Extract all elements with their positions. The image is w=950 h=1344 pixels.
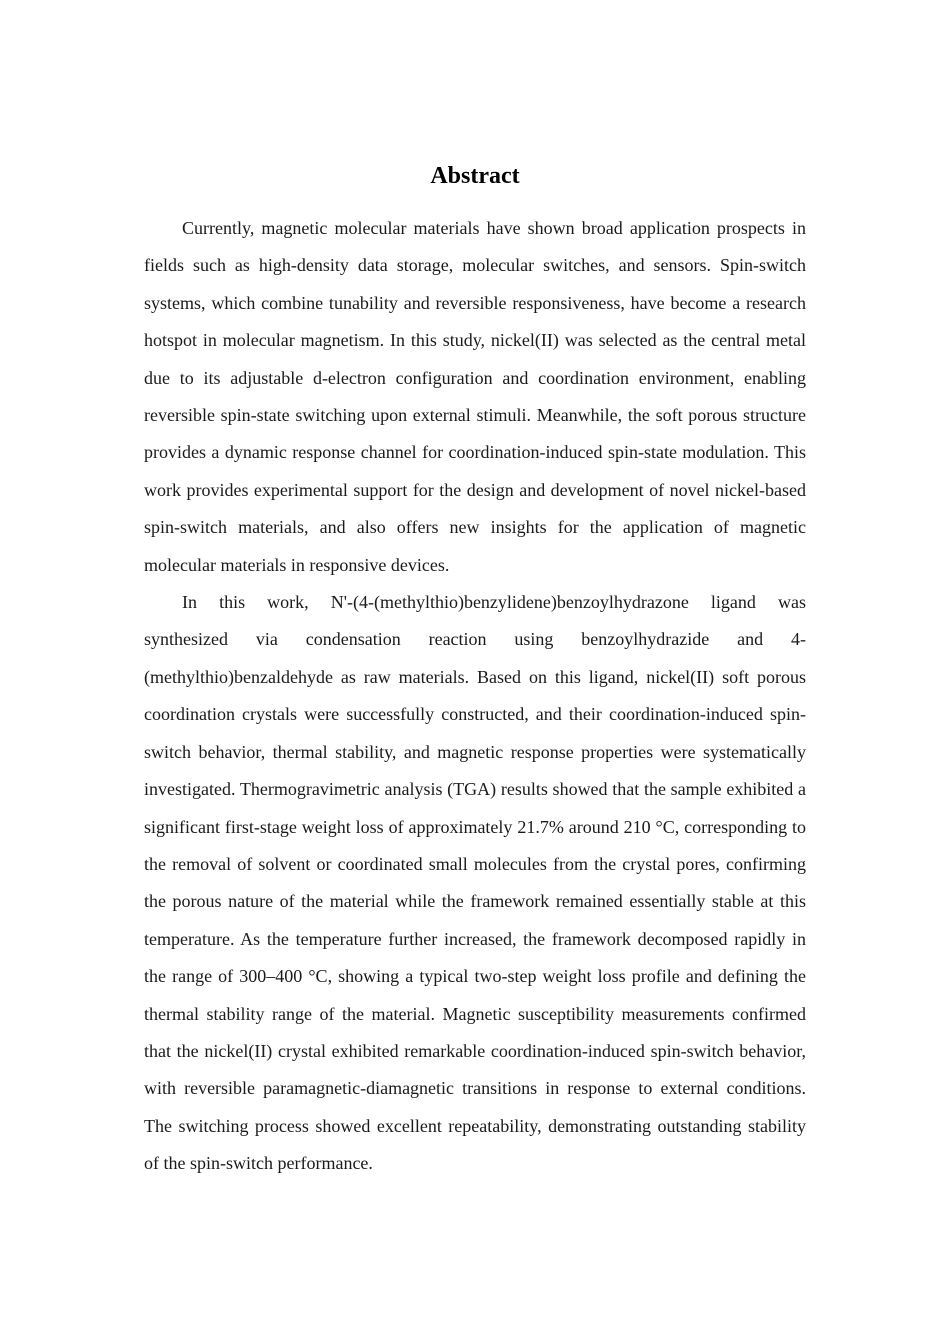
abstract-paragraph-1: Currently, magnetic molecular materials have shown broad application prospects in fields such as high-density data storage, molecular switches, and sensors. Spin-switch systems, which combine tunability and reversible responsiveness, have become a research hotspot in molecular magnetism. In this study, nickel(II) was selected as the central metal due to its adjustable d-electron configuration and coordination environment, enabling reversible spin-state switching upon external stimuli. Meanwhile, the soft porous structure provides a dynamic response channel for coordination-induced spin-state modulation. This work provides experimental support for the design and development of novel nickel-based spin-switch materials, and also offers new insights for the application of magnetic molecular materials in responsive devices.: [144, 218, 806, 575]
abstract-section: [144, 160, 806, 1183]
abstract-paragraph-2: In this work, N'-(4-(methylthio)benzylidene)benzoylhydrazone ligand was synthesized via condensation reaction using benzoylhydrazide and 4-(methylthio)benzaldehyde as raw materials. Based on this ligand, nickel(II) soft porous coordination crystals were successfully constructed, and their coordination-induced spin-switch behavior, thermal stability, and magnetic response properties were systematically investigated. Thermogravimetric analysis (TGA) results showed that the sample exhibited a significant first-stage weight loss of approximately 21.7% around 210 °C, corresponding to the removal of solvent or coordinated small molecules from the crystal pores, confirming the porous nature of the material while the framework remained essentially stable at this temperature. As the temperature further increased, the framework decomposed rapidly in the range of 300–400 °C, showing a typical two-step weight loss profile and defining the thermal stability range of the material. Magnetic susceptibility measurements confirmed that the nickel(II) crystal exhibited remarkable coordination-induced spin-switch behavior, with reversible paramagnetic-diamagnetic transitions in response to external conditions. The switching process showed excellent repeatability, demonstrating outstanding stability of the spin-switch performance.: [144, 592, 806, 1174]
abstract-heading: Abstract: [430, 163, 520, 189]
